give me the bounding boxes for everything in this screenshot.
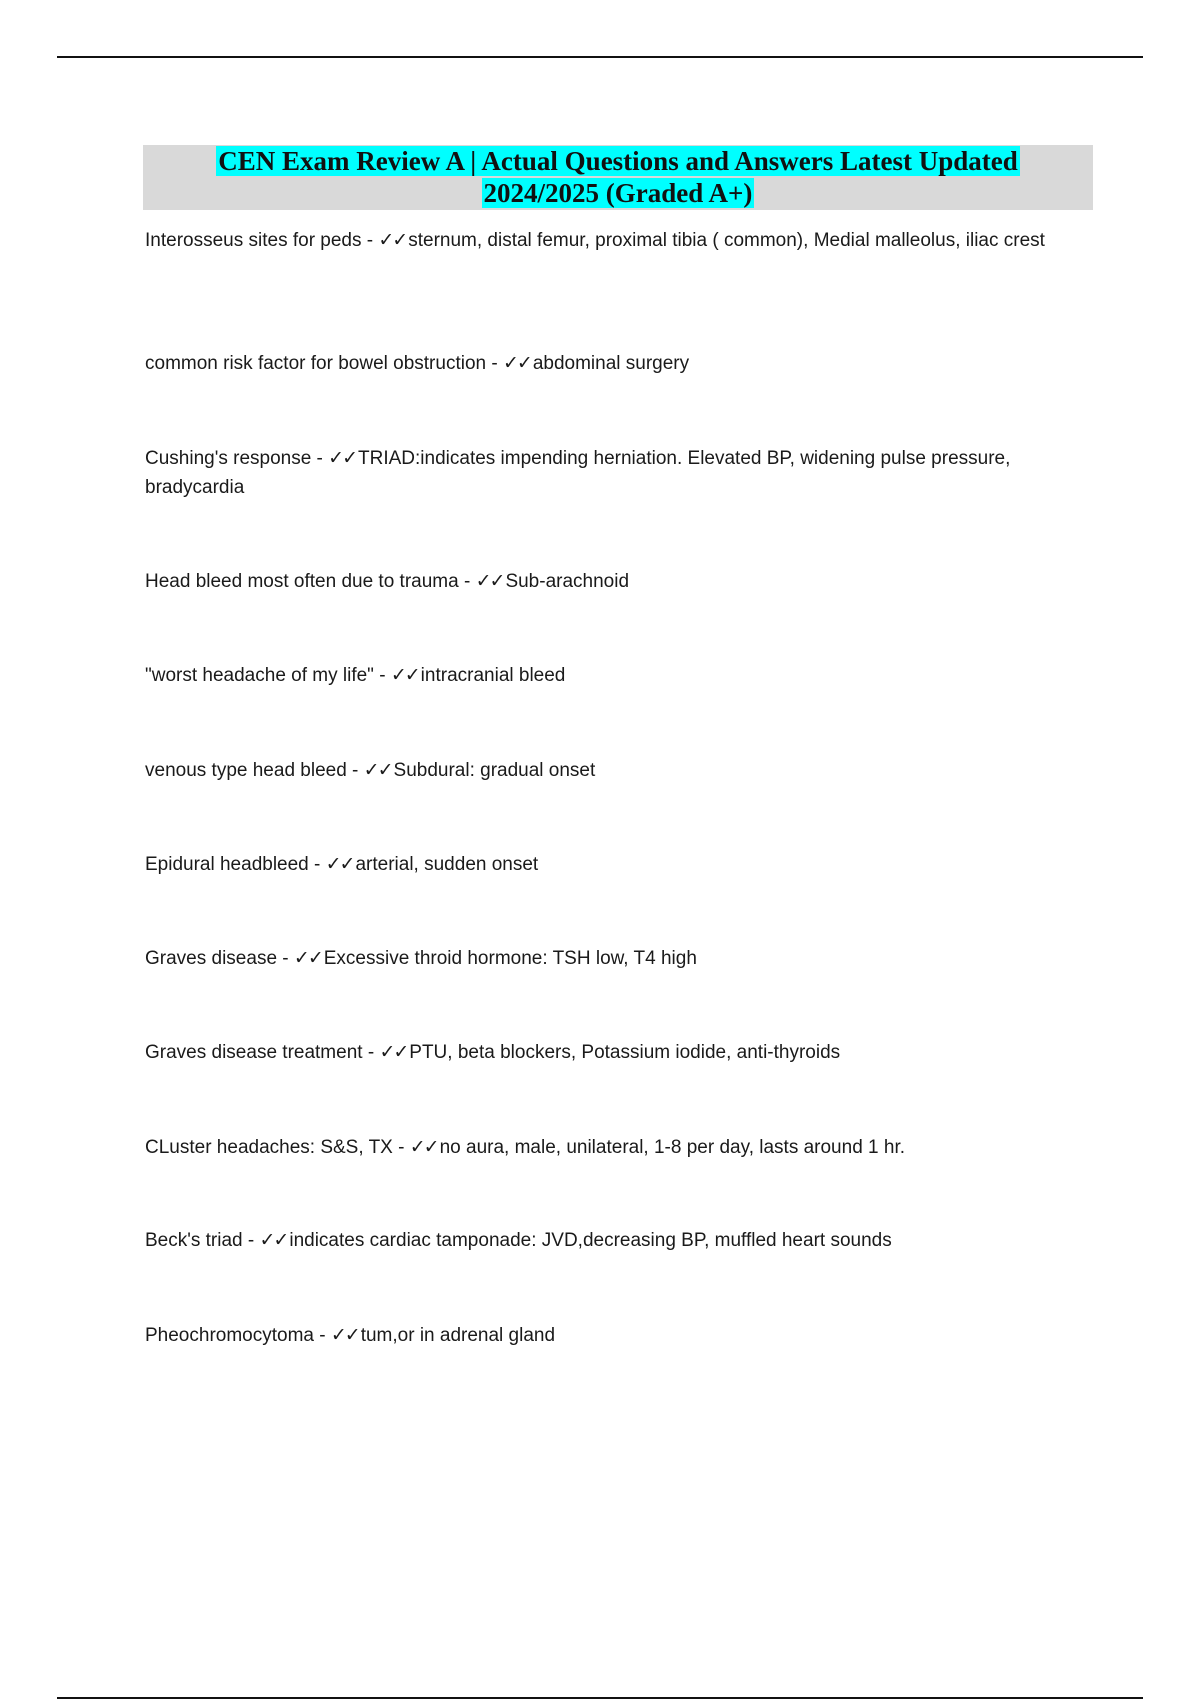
answer-text: Subdural: gradual onset: [393, 760, 596, 781]
top-rule: [57, 56, 1143, 58]
question-text: Head bleed most often due to trauma: [145, 571, 459, 592]
answer-text: tum,or in adrenal gland: [360, 1325, 556, 1346]
double-check-icon: ✓✓: [390, 665, 419, 686]
double-check-icon: ✓✓: [378, 230, 407, 251]
answer-text: indicates cardiac tamponade: JVD,decreasing BP, muffled heart sounds: [289, 1230, 892, 1251]
answer-text: sternum, distal femur, proximal tibia ( common), Medial malleolus, iliac crest: [408, 230, 1045, 251]
title-line-2: 2024/2025 (Graded A+): [483, 178, 753, 208]
title-line-1: CEN Exam Review A | Actual Questions and Answers Latest Updated: [218, 146, 1018, 176]
question-text: CLuster headaches: S&S, TX: [145, 1137, 393, 1158]
document-title: [143, 145, 1093, 210]
question-text: Graves disease treatment: [145, 1042, 363, 1063]
qa-item: Graves disease - ✓✓ Excessive throid hormone: TSH low, T4 high: [145, 948, 697, 969]
answer-text: arterial, sudden onset: [355, 854, 539, 875]
answer-text: intracranial bleed: [420, 665, 566, 686]
double-check-icon: ✓✓: [325, 854, 354, 875]
double-check-icon: ✓✓: [409, 1137, 438, 1158]
double-check-icon: ✓✓: [502, 353, 531, 374]
answer-text: TRIAD:indicates impending herniation. Elevated BP, widening pulse pressure, bradycardia: [145, 448, 1011, 498]
answer-text: abdominal surgery: [532, 353, 690, 374]
qa-item: "worst headache of my life" - ✓✓ intracranial bleed: [145, 665, 566, 686]
answer-text: Sub-arachnoid: [505, 571, 630, 592]
double-check-icon: ✓✓: [363, 760, 392, 781]
question-text: venous type head bleed: [145, 760, 347, 781]
qa-item: Cushing's response - ✓✓ TRIAD:indicates impending herniation. Elevated BP, widening pulse pressure, bradycardia: [145, 448, 1011, 498]
question-text: Interosseus sites for peds: [145, 230, 362, 251]
qa-item: Epidural headbleed - ✓✓ arterial, sudden onset: [145, 854, 539, 875]
double-check-icon: ✓✓: [293, 948, 322, 969]
question-text: Beck's triad: [145, 1230, 243, 1251]
double-check-icon: ✓✓: [259, 1230, 288, 1251]
question-text: "worst headache of my life": [145, 665, 374, 686]
qa-item: Interosseus sites for peds - ✓✓ sternum, distal femur, proximal tibia ( common), Medial malleolus, iliac crest: [145, 230, 1045, 251]
qa-item: venous type head bleed - ✓✓ Subdural: gradual onset: [145, 760, 596, 781]
qa-item: common risk factor for bowel obstruction - ✓✓ abdominal surgery: [145, 353, 690, 374]
answer-text: PTU, beta blockers, Potassium iodide, anti-thyroids: [409, 1042, 841, 1063]
qa-item: Beck's triad - ✓✓ indicates cardiac tamponade: JVD,decreasing BP, muffled heart sounds: [145, 1230, 892, 1251]
bottom-rule: [57, 1697, 1143, 1699]
qa-item: Head bleed most often due to trauma - ✓✓ Sub-arachnoid: [145, 571, 630, 592]
qa-item: Pheochromocytoma - ✓✓ tum,or in adrenal gland: [145, 1325, 556, 1346]
double-check-icon: ✓✓: [330, 1325, 359, 1346]
double-check-icon: ✓✓: [379, 1042, 408, 1063]
question-text: Pheochromocytoma: [145, 1325, 314, 1346]
double-check-icon: ✓✓: [328, 448, 357, 469]
answer-text: Excessive throid hormone: TSH low, T4 high: [323, 948, 697, 969]
question-text: Cushing's response: [145, 448, 312, 469]
question-text: common risk factor for bowel obstruction: [145, 353, 487, 374]
question-text: Epidural headbleed: [145, 854, 309, 875]
double-check-icon: ✓✓: [475, 571, 504, 592]
qa-item: CLuster headaches: S&S, TX - ✓✓ no aura, male, unilateral, 1-8 per day, lasts around 1 hr.: [145, 1137, 906, 1158]
question-text: Graves disease: [145, 948, 278, 969]
qa-item: Graves disease treatment - ✓✓ PTU, beta blockers, Potassium iodide, anti-thyroids: [145, 1042, 841, 1063]
answer-text: no aura, male, unilateral, 1-8 per day, lasts around 1 hr.: [439, 1137, 906, 1158]
